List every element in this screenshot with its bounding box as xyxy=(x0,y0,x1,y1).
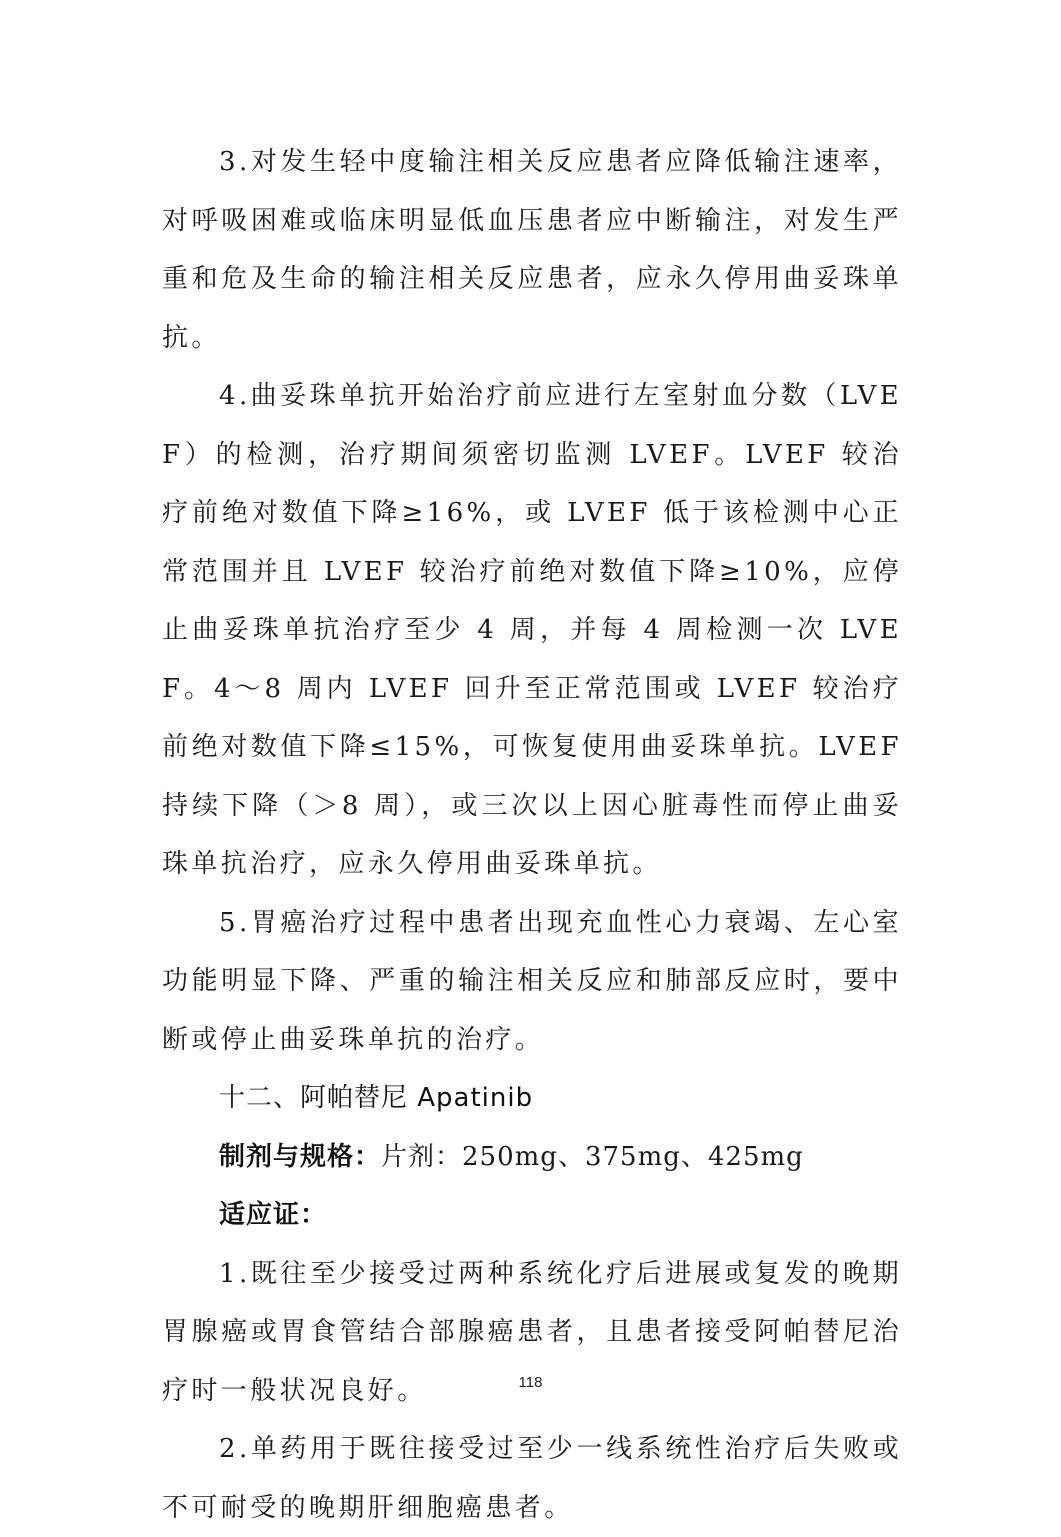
indication-item: 2.单药用于既往接受过至少一线系统性治疗后失败或不可耐受的晚期肝细胞癌患者。 xyxy=(162,1434,902,1523)
formulation-line xyxy=(162,1128,902,1187)
indications-line xyxy=(162,1186,902,1245)
section-heading-apatinib: 十二、阿帕替尼 Apatinib xyxy=(219,1083,534,1113)
paragraph-gastric-cancer-interruption: 5.胃癌治疗过程中患者出现充血性心力衰竭、左心室功能明显下降、严重的输注相关反应和肺部反应时，要中断或停止曲妥珠单抗的治疗。 xyxy=(162,907,902,1055)
formulation-value: 片剂：250mg、375mg、425mg xyxy=(381,1141,804,1172)
paragraph-infusion-reaction: 3.对发生轻中度输注相关反应患者应降低输注速率，对呼吸困难或临床明显低血压患者应中断输注，对发生严重和危及生命的输注相关反应患者，应永久停用曲妥珠单抗。 xyxy=(162,147,902,353)
indication-item: 1.既往至少接受过两种系统化疗后进展或复发的晚期胃腺癌或胃食管结合部腺癌患者，且患者接受阿帕替尼治疗时一般状况良好。 xyxy=(162,1258,902,1406)
paragraph-lvef-monitoring: 4.曲妥珠单抗开始治疗前应进行左室射血分数（LVEF）的检测，治疗期间须密切监测 LVEF。LVEF 较治疗前绝对数值下降≥16%，或 LVEF 低于该检测中心正常范围并且 LVEF 较治疗前绝对数值下降≥10%，应停止曲妥珠单抗治疗至少 4 周，并每 4 周检测一次 LVEF。4～8 周内 LVEF 回升至正常范围或 LVEF 较治疗前绝对数值下降≤15%，可恢复使用曲妥珠单抗。LVEF 持续下降（＞8 周），或三次以上因心脏毒性而停止曲妥珠单抗治疗，应永久停用曲妥珠单抗。 xyxy=(162,381,902,879)
page-number: 118 xyxy=(518,1374,543,1391)
formulation-label: 制剂与规格： xyxy=(219,1141,382,1172)
indications-label: 适应证： xyxy=(219,1200,328,1230)
page-content xyxy=(162,133,902,1537)
